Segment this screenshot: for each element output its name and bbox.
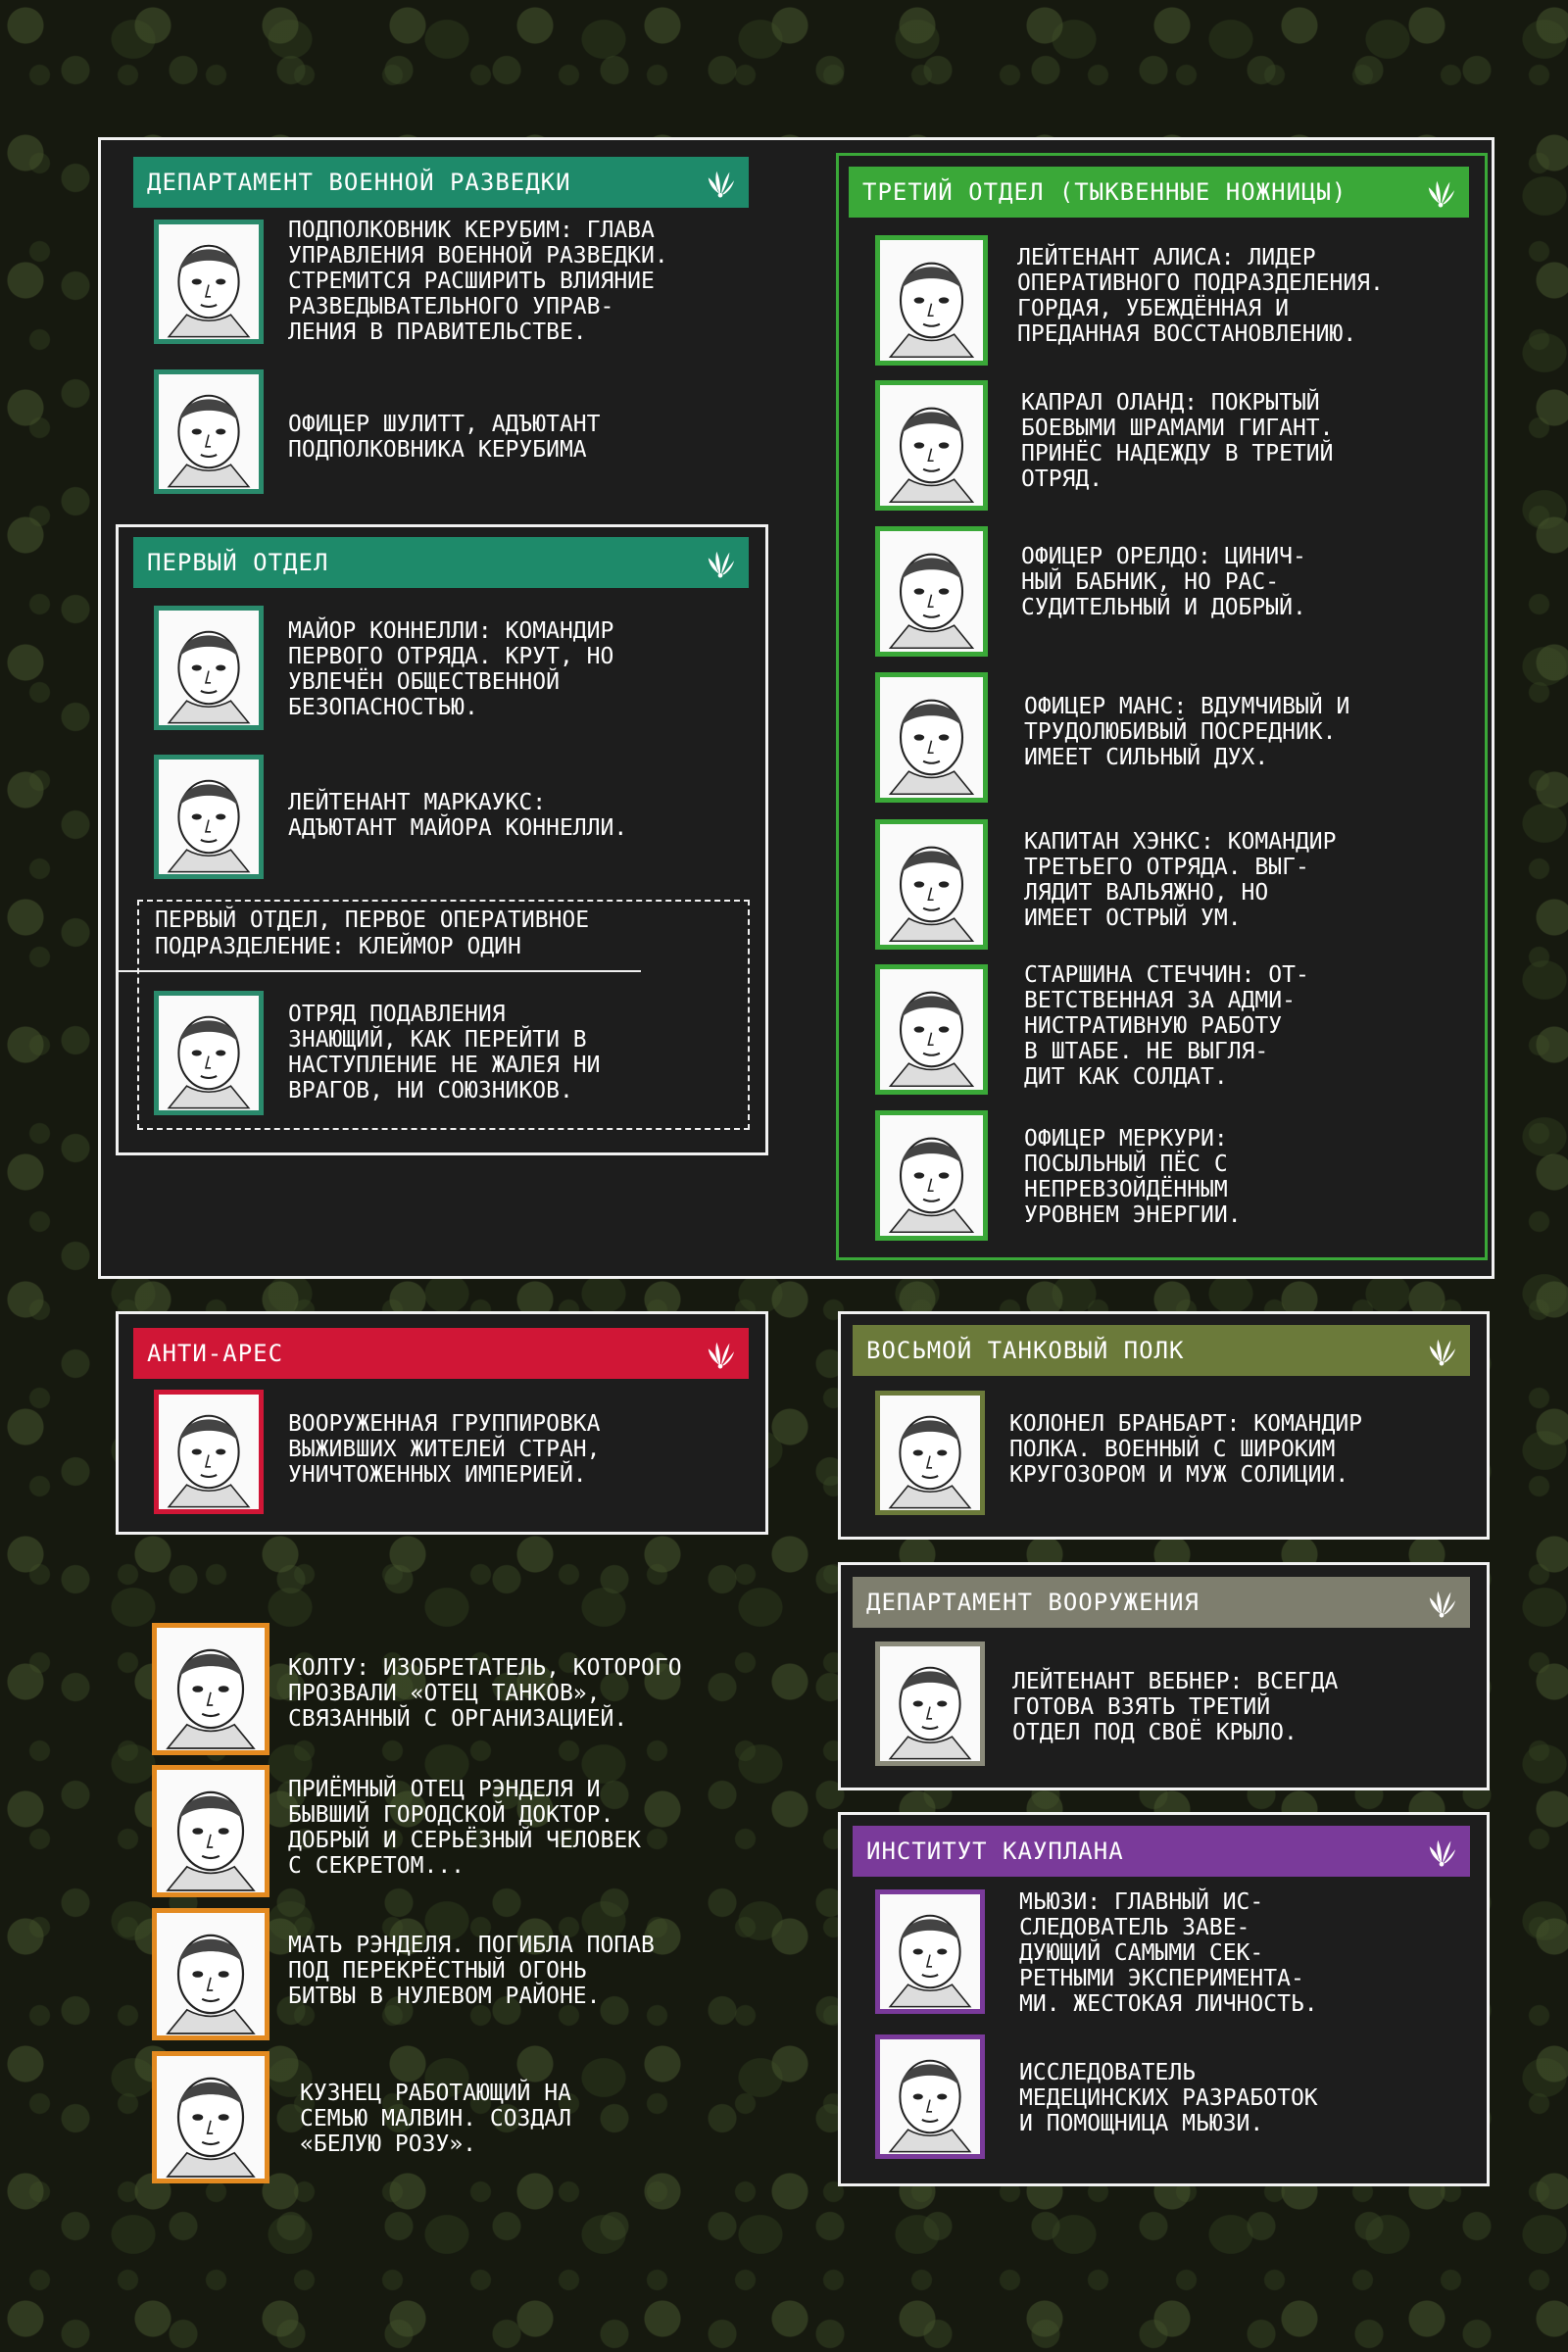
first-unit-title: ПЕРВЫЙ ОТДЕЛ, ПЕРВОЕ ОПЕРАТИВНОЕ ПОДРАЗДЕЛЕНИЕ: КЛЕЙМОР ОДИН (155, 907, 590, 959)
portrait (875, 819, 988, 950)
character-description: ОФИЦЕР ОРЕЛДО: ЦИНИЧ- НЫЙ БАБНИК, НО РАС- СУДИТЕЛЬНЫЙ И ДОБРЫЙ. (1021, 544, 1306, 620)
character-description: КАПИТАН ХЭНКС: КОМАНДИР ТРЕТЬЕГО ОТРЯДА. ВЫГ- ЛЯДИТ ВАЛЬЯЖНО, НО ИМЕЕТ ОСТРЫЙ УМ. (1024, 829, 1337, 931)
institute-title: ИНСТИТУТ КАУПЛАНА (866, 1838, 1124, 1865)
character-description: ОФИЦЕР МЕРКУРИ: ПОСЫЛЬНЫЙ ПЁС С НЕПРЕВЗОЙДЁННЫМ УРОВНЕМ ЭНЕРГИИ. (1024, 1126, 1242, 1228)
character-description: ВООРУЖЕННАЯ ГРУППИРОВКА ВЫЖИВШИХ ЖИТЕЛЕЙ СТРАН, УНИЧТОЖЕННЫХ ИМПЕРИЕЙ. (288, 1411, 601, 1488)
character-description: КОЛТУ: ИЗОБРЕТАТЕЛЬ, КОТОРОГО ПРОЗВАЛИ «ОТЕЦ ТАНКОВ», СВЯЗАННЫЙ С ОРГАНИЗАЦИЕЙ. (288, 1655, 682, 1732)
character-description: КУЗНЕЦ РАБОТАЮЩИЙ НА СЕМЬЮ МАЛВИН. СОЗДАЛ «БЕЛУЮ РОЗУ». (300, 2081, 571, 2157)
ornament-icon (704, 547, 737, 578)
ornament-icon (704, 1338, 737, 1369)
character-description: МАЙОР КОННЕЛЛИ: КОМАНДИР ПЕРВОГО ОТРЯДА. КРУТ, НО УВЛЕЧЁН ОБЩЕСТВЕННОЙ БЕЗОПАСНОСТЬЮ. (288, 618, 614, 720)
anti-ares-title: АНТИ-АРЕС (147, 1340, 284, 1367)
ornament-icon (704, 167, 737, 198)
portrait (875, 964, 988, 1095)
divider (118, 970, 641, 972)
first-section-header (133, 537, 749, 588)
military-intel-header (133, 157, 749, 208)
military-intel-title: ДЕПАРТАМЕНТ ВОЕННОЙ РАЗВЕДКИ (147, 169, 571, 196)
portrait (875, 526, 988, 657)
ornament-icon (1425, 1587, 1458, 1618)
portrait (154, 606, 264, 730)
tank-regiment-title: ВОСЬМОЙ ТАНКОВЫЙ ПОЛК (866, 1337, 1185, 1364)
character-description: ПОДПОЛКОВНИК КЕРУБИМ: ГЛАВА УПРАВЛЕНИЯ ВОЕННОЙ РАЗВЕДКИ. СТРЕМИТСЯ РАСШИРИТЬ ВЛИЯНИЕ РАЗВЕДЫВАТЕЛЬНОГО УПРАВ- ЛЕНИЯ В ПРАВИТЕЛЬСТВЕ. (288, 218, 668, 345)
anti-ares-header (133, 1328, 749, 1379)
portrait (154, 1390, 264, 1514)
arms-department-title: ДЕПАРТАМЕНТ ВООРУЖЕНИЯ (866, 1589, 1200, 1616)
character-description: ОФИЦЕР МАНС: ВДУМЧИВЫЙ И ТРУДОЛЮБИВЫЙ ПОСРЕДНИК. ИМЕЕТ СИЛЬНЫЙ ДУХ. (1024, 694, 1350, 770)
portrait (152, 2051, 270, 2183)
portrait (154, 369, 264, 494)
ornament-icon (1425, 1335, 1458, 1366)
portrait (875, 1391, 985, 1515)
ornament-icon (1424, 176, 1457, 208)
portrait (154, 220, 264, 344)
portrait (875, 672, 988, 803)
portrait (875, 1110, 988, 1241)
character-description: МЬЮЗИ: ГЛАВНЫЙ ИС- СЛЕДОВАТЕЛЬ ЗАВЕ- ДУЮЩИЙ САМЫМИ СЕК- РЕТНЫМИ ЭКСПЕРИМЕНТА- МИ. ЖЕСТОКАЯ ЛИЧНОСТЬ. (1019, 1889, 1318, 2017)
character-description: ОТРЯД ПОДАВЛЕНИЯ ЗНАЮЩИЙ, КАК ПЕРЕЙТИ В НАСТУПЛЕНИЕ НЕ ЖАЛЕЯ НИ ВРАГОВ, НИ СОЮЗНИКОВ. (288, 1002, 601, 1103)
portrait (875, 235, 988, 366)
character-description: ИССЛЕДОВАТЕЛЬ МЕДЕЦИНСКИХ РАЗРАБОТОК И ПОМОЩНИЦА МЬЮЗИ. (1019, 2060, 1318, 2136)
ornament-icon (1425, 1836, 1458, 1867)
portrait (152, 1623, 270, 1755)
portrait (875, 1889, 985, 2014)
institute-header (853, 1826, 1470, 1877)
portrait (875, 380, 988, 511)
portrait (154, 991, 264, 1115)
portrait (152, 1908, 270, 2040)
character-description: МАТЬ РЭНДЕЛЯ. ПОГИБЛА ПОПАВ ПОД ПЕРЕКРЁСТНЫЙ ОГОНЬ БИТВЫ В НУЛЕВОМ РАЙОНЕ. (288, 1933, 655, 2009)
portrait (875, 2034, 985, 2159)
character-description: ЛЕЙТЕНАНТ АЛИСА: ЛИДЕР ОПЕРАТИВНОГО ПОДРАЗДЕЛЕНИЯ. ГОРДАЯ, УБЕЖДЁННАЯ И ПРЕДАННАЯ ВОССТАНОВЛЕНИЮ. (1017, 245, 1384, 347)
third-section-title: ТРЕТИЙ ОТДЕЛ (ТЫКВЕННЫЕ НОЖНИЦЫ) (862, 178, 1348, 206)
tank-regiment-header (853, 1325, 1470, 1376)
third-section-header (849, 167, 1469, 218)
arms-department-header (853, 1577, 1470, 1628)
portrait (875, 1642, 985, 1766)
portrait (154, 755, 264, 879)
character-description: СТАРШИНА СТЕЧЧИН: ОТ- ВЕТСТВЕННАЯ ЗА АДМИ- НИСТРАТИВНУЮ РАБОТУ В ШТАБЕ. НЕ ВЫГЛЯ- ДИТ КАК СОЛДАТ. (1024, 962, 1309, 1090)
character-description: ЛЕЙТЕНАНТ ВЕБНЕР: ВСЕГДА ГОТОВА ВЗЯТЬ ТРЕТИЙ ОТДЕЛ ПОД СВОЁ КРЫЛО. (1012, 1669, 1339, 1745)
character-description: ОФИЦЕР ШУЛИТТ, АДЪЮТАНТ ПОДПОЛКОВНИКА КЕРУБИМА (288, 412, 601, 463)
first-section-title: ПЕРВЫЙ ОТДЕЛ (147, 549, 329, 576)
character-description: ПРИЁМНЫЙ ОТЕЦ РЭНДЕЛЯ И БЫВШИЙ ГОРОДСКОЙ ДОКТОР. ДОБРЫЙ И СЕРЬЁЗНЫЙ ЧЕЛОВЕК С СЕКРЕТОМ... (288, 1777, 642, 1879)
portrait (152, 1765, 270, 1897)
character-description: КАПРАЛ ОЛАНД: ПОКРЫТЫЙ БОЕВЫМИ ШРАМАМИ ГИГАНТ. ПРИНЁС НАДЕЖДУ В ТРЕТИЙ ОТРЯД. (1021, 390, 1334, 492)
character-description: КОЛОНЕЛ БРАНБАРТ: КОМАНДИР ПОЛКА. ВОЕННЫЙ С ШИРОКИМ КРУГОЗОРОМ И МУЖ СОЛИЦИИ. (1009, 1411, 1363, 1488)
character-description: ЛЕЙТЕНАНТ МАРКАУКС: АДЪЮТАНТ МАЙОРА КОННЕЛЛИ. (288, 790, 628, 841)
